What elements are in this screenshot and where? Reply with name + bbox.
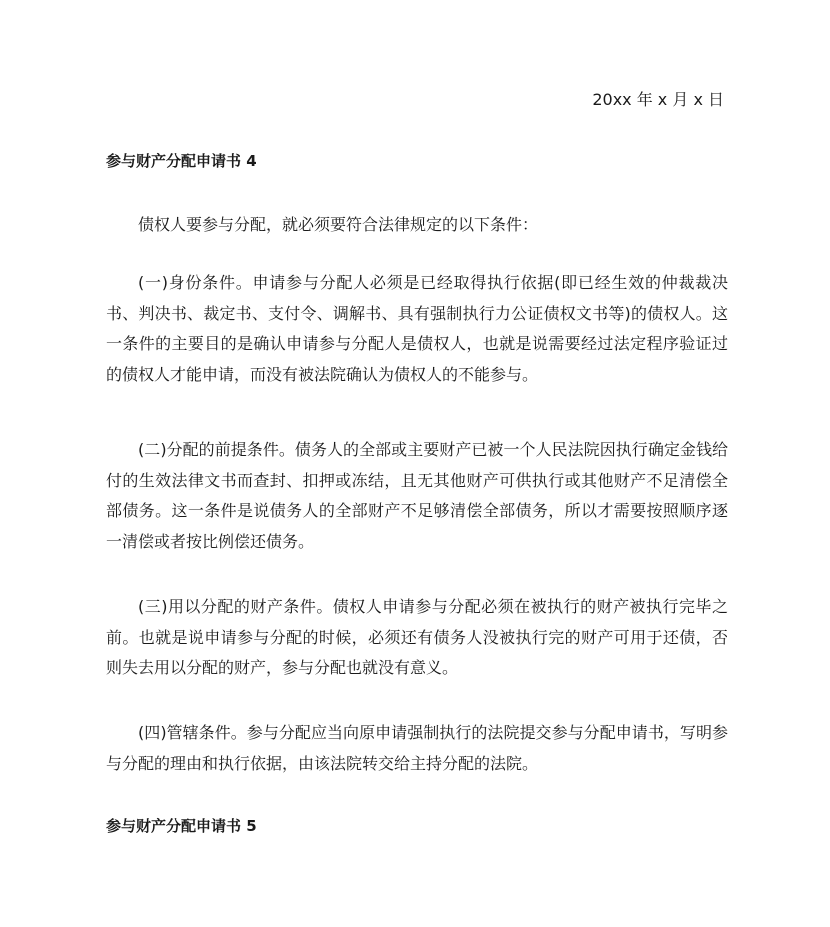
paragraph-intro: 债权人要参与分配，就必须要符合法律规定的以下条件： [138,215,539,234]
paragraph-identity-condition: (一)身份条件。申请参与分配人必须是已经取得执行依据(即已经生效的仲裁裁决书、判决书、裁定书、支付令、调解书、具有强制执行力公证债权文书等)的债权人。这一条件的主要目的是确认申请参与分配人是债权人，也就是说需要经过法定程序验证过的债权人才能申请，而没有被法院确认为债权人的不能参与。 [106,273,728,384]
paragraph-precondition: (二)分配的前提条件。债务人的全部或主要财产已被一个人民法院因执行确定金钱给付的生效法律文书而查封、扣押或冻结，且无其他财产可供执行或其他财产不足清偿全部债务。这一条件是说债务人的全部财产不足够清偿全部债务，所以才需要按照顺序逐一清偿或者按比例偿还债务。 [106,440,728,551]
section-heading-5: 参与财产分配申请书 5 [106,817,257,835]
paragraph-property-condition: (三)用以分配的财产条件。债权人申请参与分配必须在被执行的财产被执行完毕之前。也就是说申请参与分配的时候，必须还有债务人没被执行完的财产可用于还债，否则失去用以分配的财产，参与分配也就没有意义。 [106,597,728,677]
section-heading-4: 参与财产分配申请书 4 [106,152,257,170]
paragraph-jurisdiction-condition: (四)管辖条件。参与分配应当向原申请强制执行的法院提交参与分配申请书，写明参与分配的理由和执行依据，由该法院转交给主持分配的法院。 [106,723,728,773]
document-date: 20xx 年 x 月 x 日 [592,90,724,109]
